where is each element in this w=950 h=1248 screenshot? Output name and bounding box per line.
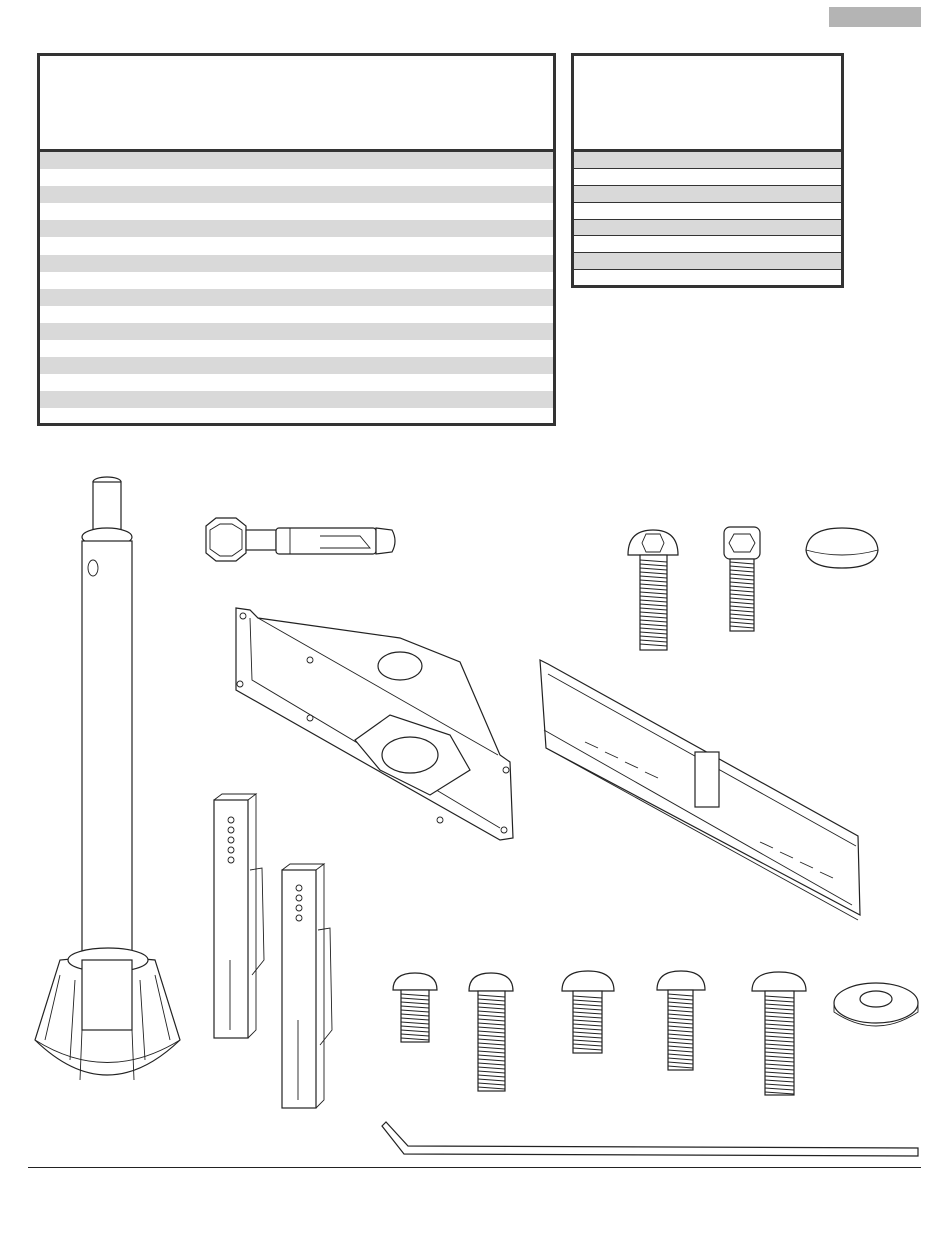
mounting-bracket-left [214, 794, 264, 1038]
screw-short [393, 973, 437, 1042]
column-with-base [35, 477, 180, 1080]
footer-rule [28, 1167, 921, 1168]
washer [834, 983, 918, 1026]
button-head-screw [628, 530, 678, 650]
ceiling-plate [236, 608, 513, 840]
allen-wrench [382, 1122, 918, 1156]
cap [806, 528, 878, 568]
mounting-bracket-right [282, 864, 332, 1108]
wall-rail [540, 660, 860, 920]
anchor-bolt [206, 518, 395, 561]
